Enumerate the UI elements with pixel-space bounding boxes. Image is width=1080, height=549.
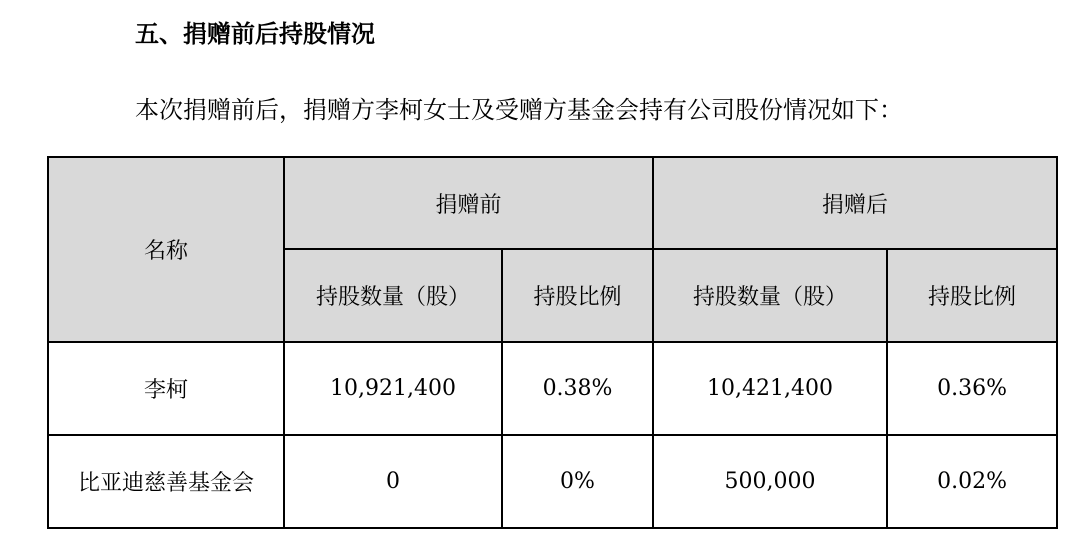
cell-name: 李柯: [48, 342, 284, 435]
header-before-ratio: 持股比例: [502, 249, 653, 342]
cell-before-ratio: 0.38%: [502, 342, 653, 435]
cell-before-ratio: 0%: [502, 435, 653, 528]
cell-before-shares: 10,921,400: [284, 342, 502, 435]
header-after-donation: 捐赠后: [653, 157, 1057, 249]
intro-paragraph: 本次捐赠前后，捐赠方李柯女士及受赠方基金会持有公司股份情况如下：: [135, 96, 903, 124]
table-header-row-groups: [48, 157, 1057, 249]
header-before-shares: 持股数量（股）: [284, 249, 502, 342]
header-before-donation: 捐赠前: [284, 157, 653, 249]
cell-after-ratio: 0.02%: [887, 435, 1057, 528]
cell-after-shares: 10,421,400: [653, 342, 887, 435]
cell-name: 比亚迪慈善基金会: [48, 435, 284, 528]
table-row: [48, 342, 1057, 435]
header-after-shares: 持股数量（股）: [653, 249, 887, 342]
cell-before-shares: 0: [284, 435, 502, 528]
table-row: [48, 435, 1057, 528]
header-name: 名称: [48, 157, 284, 342]
cell-after-shares: 500,000: [653, 435, 887, 528]
section-heading: 五、捐赠前后持股情况: [135, 20, 375, 48]
cell-after-ratio: 0.36%: [887, 342, 1057, 435]
header-after-ratio: 持股比例: [887, 249, 1057, 342]
shareholding-table: [47, 156, 1058, 529]
